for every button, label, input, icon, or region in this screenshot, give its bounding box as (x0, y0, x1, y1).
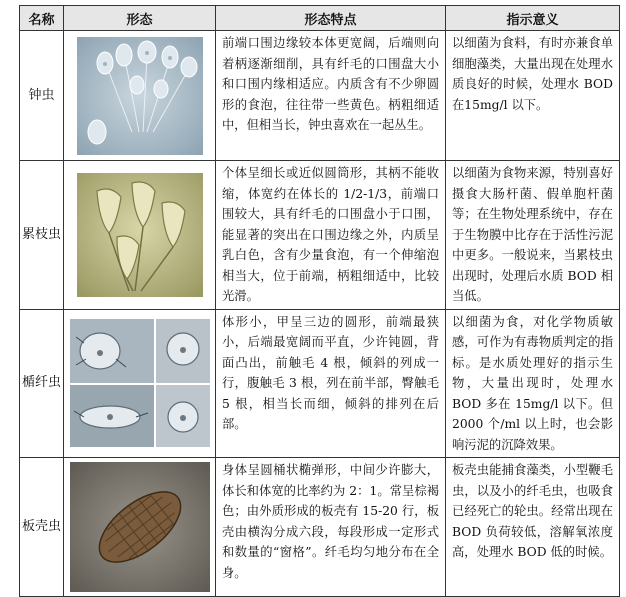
coleps-micrograph (70, 462, 210, 592)
organism-features: 前端口围边缘较本体更宽阔，后端则向着柄逐渐细削，具有纤毛的口围盘大小和口围内缘相适应。内质含有不少卵圆形的食泡，往往带一些黄色。柄粗细适中，但相当长，钟虫喜欢在一起丛生。 (216, 31, 446, 161)
table-row-coleps (20, 458, 620, 597)
organism-photo-cell (64, 458, 216, 597)
organism-name: 板壳虫 (20, 458, 64, 597)
organism-significance: 以细菌为食物来源，特别喜好摄食大肠杆菌、假单胞杆菌等；在生物处理系统中，存在于生物膜中比存在于活性污泥中更多。一般说来，当累枝虫出现时，处理后水质 BOD 相当低。 (446, 161, 620, 310)
organism-name: 钟虫 (20, 31, 64, 161)
organism-name: 累枝虫 (20, 161, 64, 310)
header-significance: 指示意义 (446, 6, 620, 31)
table-header-row (20, 6, 620, 31)
table-row-vorticella (20, 31, 620, 161)
epistylis-micrograph (77, 173, 203, 297)
aspidisca-micrograph-grid (70, 319, 210, 447)
header-form: 形态 (64, 6, 216, 31)
organism-photo-cell (64, 309, 216, 458)
organism-table-container (19, 5, 619, 580)
vorticella-micrograph (77, 37, 203, 155)
organism-significance: 以细菌为食料，有时亦兼食单细胞藻类，大量出现在处理水质良好的时候，处理水 BOD 在15mg/l 以下。 (446, 31, 620, 161)
organism-features: 身体呈圆桶状椭弹形，中间少许膨大，体长和体宽的比率约为 2：1。常呈棕褐色；由外质形成的板壳有 15-20 行，板壳由横沟分成六段，每段形成一定形式和数量的“窗格”。纤毛均匀地分布在全身。 (216, 458, 446, 597)
organism-photo-cell (64, 31, 216, 161)
table-row-epistylis (20, 161, 620, 310)
organism-photo-cell (64, 161, 216, 310)
organism-features: 体形小，甲呈三边的圆形，前端最狭小，后端最宽阔而平直，少许钝圆，背面凸出，前触毛 4 根，倾斜的列成一行，腹触毛 3 根，列在前半部，臀触毛 5 根，相当长而细，倾斜的排列在后部。 (216, 309, 446, 458)
table-row-aspidisca (20, 309, 620, 458)
organism-features: 个体呈细长或近似圆筒形，其柄不能收缩，体宽约在体长的 1/2-1/3，前端口围较大，具有纤毛的口围盘小于口围，能显著的突出在口围边缘之外，内质呈乳白色，含有少量食泡，有一个伸缩泡相当大，位于前端，柄粗细适中，比较光滑。 (216, 161, 446, 310)
organism-name: 楯纤虫 (20, 309, 64, 458)
header-features: 形态特点 (216, 6, 446, 31)
organism-significance: 板壳虫能捕食藻类，小型鞭毛虫，以及小的纤毛虫，也吸食已经死亡的轮虫。经常出现在BOD 负荷较低，溶解氧浓度高，处理水 BOD 低的时候。 (446, 458, 620, 597)
header-name: 名称 (20, 6, 64, 31)
organism-significance: 以细菌为食，对化学物质敏感，可作为有毒物质判定的指标。是水质处理好的指示生物，大量出现时，处理水 BOD 多在 15mg/l 以下。但 2000 个/ml 以上时，也会影响污泥的沉降效果。 (446, 309, 620, 458)
organism-table (19, 5, 620, 597)
